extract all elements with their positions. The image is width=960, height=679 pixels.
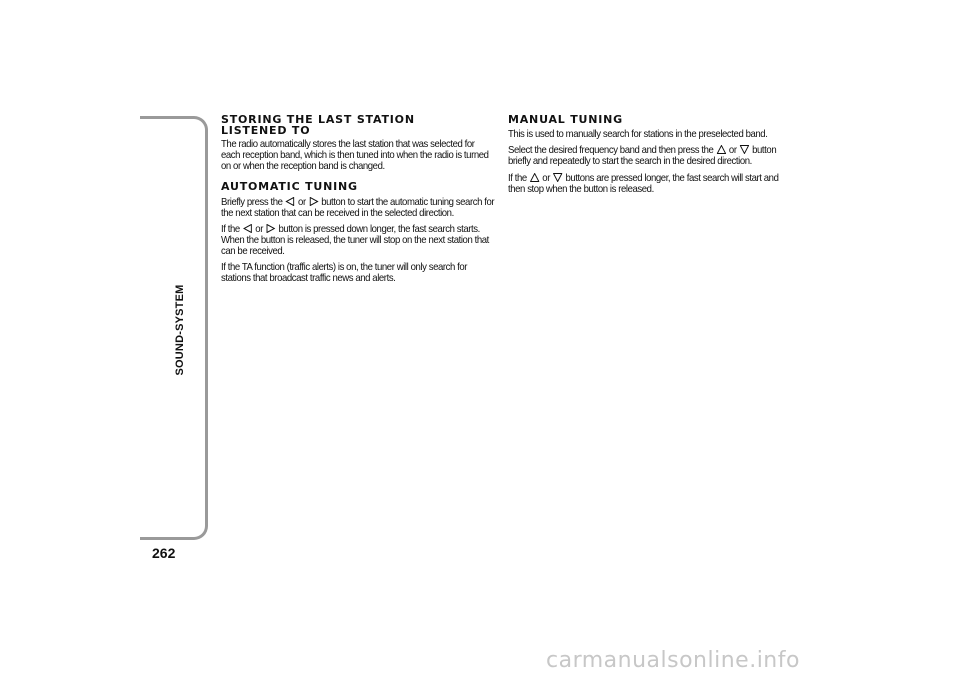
text-fragment: or [542,172,550,184]
up-arrow-icon [530,173,539,182]
right-column [508,115,788,200]
down-arrow-icon [740,145,749,154]
manual-paragraph-2 [508,145,786,168]
right-arrow-icon [266,224,275,233]
page-number: 262 [152,545,176,561]
right-arrow-icon [309,197,318,206]
storing-paragraph: The radio automatically stores the last station that was selected for each reception band, which is then tuned into when the radio is turned on or when the reception band is changed. [221,139,489,172]
text-fragment: Briefly press the [221,196,283,208]
left-column [221,115,497,289]
heading-manual-tuning: MANUAL TUNING [508,113,623,126]
left-arrow-icon [243,224,252,233]
heading-storing-last-station [221,115,497,136]
section-tab-label: SOUND-SYSTEM [174,284,186,376]
text-fragment: or [255,224,263,236]
automatic-paragraph-1 [221,197,495,220]
heading-automatic-tuning: AUTOMATIC TUNING [221,180,358,194]
heading-line-1: STORING THE LAST STATION [221,113,415,126]
text-fragment: buttons are pressed longer, the fast search will start and then stop when the button is released. [508,172,779,195]
text-fragment: Select the desired frequency band and then press the [508,145,714,157]
text-fragment: If the [508,172,527,184]
watermark: carmanualsonline.info [546,648,800,673]
text-fragment: If the [221,224,240,236]
text-fragment: or [728,145,737,157]
text-fragment: button is pressed down longer, the fast search starts. When the button is released, the tuner will stop on the next station that can be received. [221,224,489,258]
heading-line-2: LISTENED TO [221,123,311,137]
down-arrow-icon [553,173,562,182]
left-arrow-icon [286,197,295,206]
manual-paragraph-3 [508,173,786,196]
text-fragment: button to start the automatic tuning search for the next station that can be received in the selected direction. [221,196,495,219]
up-arrow-icon [717,145,726,154]
manual-paragraph-1: This is used to manually search for stations in the preselected band. [508,128,768,140]
text-fragment: or [298,196,306,208]
text-fragment: button briefly and repeatedly to start the search in the desired direction. [508,145,777,168]
automatic-paragraph-2 [221,224,495,257]
automatic-paragraph-3: If the TA function (traffic alerts) is on, the tuner will only search for stations that broadcast traffic news and alerts. [221,261,468,284]
